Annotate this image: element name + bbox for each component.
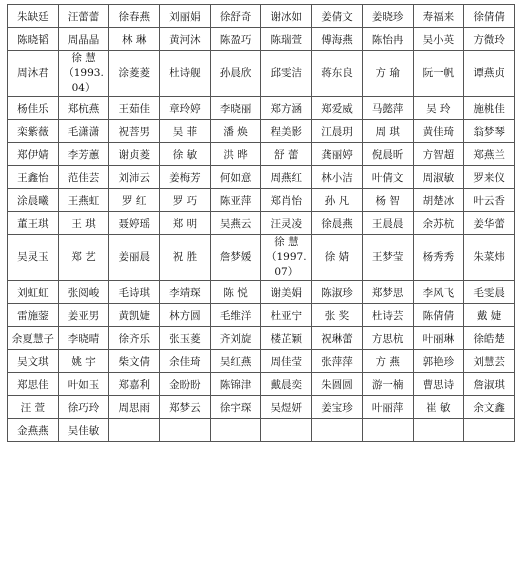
table-cell: 洪 晔 (210, 143, 261, 166)
table-cell: 叶倩文 (362, 166, 413, 189)
table-cell: 傅海燕 (312, 28, 363, 51)
table-cell: 郑嘉利 (109, 373, 160, 396)
table-cell: 金燕燕 (8, 419, 59, 442)
table-cell: 吴灵玉 (8, 235, 59, 281)
table-cell: 方智超 (413, 143, 464, 166)
table-cell: 谭燕贞 (464, 51, 515, 97)
table-cell: 徐皓楚 (464, 327, 515, 350)
table-cell: 徐 敏 (160, 143, 211, 166)
table-cell: 朱圆圆 (312, 373, 363, 396)
table-row (8, 396, 515, 419)
table-cell: 林方圆 (160, 304, 211, 327)
table-cell: 徐 婧 (312, 235, 363, 281)
table-cell: 吴 菲 (160, 120, 211, 143)
table-cell: 祝琳蕾 (312, 327, 363, 350)
table-cell: 江晨玥 (312, 120, 363, 143)
table-cell: 郑伊婧 (8, 143, 59, 166)
table-cell: 郑梦思 (362, 281, 413, 304)
table-cell: 郑杭燕 (58, 97, 109, 120)
table-cell: 谢美娟 (261, 281, 312, 304)
table-cell: 姜倩文 (312, 5, 363, 28)
table-cell: 方思杭 (362, 327, 413, 350)
table-cell: 汪 萱 (8, 396, 59, 419)
table-cell (109, 419, 160, 442)
table-cell: 杜亚宁 (261, 304, 312, 327)
table-cell: 徐宇琛 (210, 396, 261, 419)
table-cell: 吴红燕 (210, 350, 261, 373)
table-cell: 周 琪 (362, 120, 413, 143)
table-cell: 徐舒奇 (210, 5, 261, 28)
table-cell: 王晨晨 (362, 212, 413, 235)
table-row (8, 28, 515, 51)
table-cell: 楼芷颖 (261, 327, 312, 350)
table-row (8, 281, 515, 304)
table-row (8, 166, 515, 189)
table-cell: 陈盈巧 (210, 28, 261, 51)
table-cell: 陈晓韬 (8, 28, 59, 51)
table-cell: 郑肖怡 (261, 189, 312, 212)
table-cell: 王鑫怡 (8, 166, 59, 189)
table-cell: 叶如玉 (58, 373, 109, 396)
table-cell: 黄凯婕 (109, 304, 160, 327)
table-cell: 周燕红 (261, 166, 312, 189)
table-cell: 张玉菱 (160, 327, 211, 350)
names-table-body (8, 5, 515, 442)
table-cell: 陈亚萍 (210, 189, 261, 212)
table-cell: 孙晨欣 (210, 51, 261, 97)
table-cell: 邱雯洁 (261, 51, 312, 97)
table-cell: 刘慧芸 (464, 350, 515, 373)
table-cell: 王 琪 (58, 212, 109, 235)
table-cell: 郑思佳 (8, 373, 59, 396)
table-cell: 涂晨曦 (8, 189, 59, 212)
table-row (8, 5, 515, 28)
table-cell (464, 419, 515, 442)
table-cell: 涂菱菱 (109, 51, 160, 97)
table-cell: 金盼盼 (160, 373, 211, 396)
table-cell: 程美影 (261, 120, 312, 143)
table-cell: 汪灵凌 (261, 212, 312, 235)
table-cell: 张阅峻 (58, 281, 109, 304)
table-cell: 刘丽娟 (160, 5, 211, 28)
table-row (8, 304, 515, 327)
table-cell: 吴小英 (413, 28, 464, 51)
table-cell: 谢冰如 (261, 5, 312, 28)
table-cell: 杜诗芸 (362, 304, 413, 327)
table-cell: 李晓丽 (210, 97, 261, 120)
table-cell: 余文鑫 (464, 396, 515, 419)
table-cell: 吴 玲 (413, 97, 464, 120)
table-cell: 方微玲 (464, 28, 515, 51)
table-cell: 吴煜妍 (261, 396, 312, 419)
table-cell: 毛诗琪 (109, 281, 160, 304)
table-cell: 祝 胜 (160, 235, 211, 281)
table-cell: 陈淑珍 (312, 281, 363, 304)
table-cell: 舒 蕾 (261, 143, 312, 166)
table-cell: 张 奖 (312, 304, 363, 327)
table-row (8, 189, 515, 212)
table-cell: 林 琳 (109, 28, 160, 51)
table-cell: 徐春燕 (109, 5, 160, 28)
table-cell: 毛维洋 (210, 304, 261, 327)
table-cell: 毛潇潇 (58, 120, 109, 143)
table-cell: 姜丽晨 (109, 235, 160, 281)
table-cell (413, 419, 464, 442)
table-row (8, 235, 515, 281)
table-cell: 徐巧玲 (58, 396, 109, 419)
table-cell: 阮一帆 (413, 51, 464, 97)
table-cell: 郑燕兰 (464, 143, 515, 166)
table-cell: 翁梦琴 (464, 120, 515, 143)
table-row (8, 51, 515, 97)
table-cell (261, 419, 312, 442)
table-cell: 聂婷瑶 (109, 212, 160, 235)
table-cell: 范佳芸 (58, 166, 109, 189)
table-row (8, 212, 515, 235)
table-cell: 姜亚男 (58, 304, 109, 327)
table-cell: 李晓晴 (58, 327, 109, 350)
table-cell: 朱缺廷 (8, 5, 59, 28)
table-cell (362, 419, 413, 442)
table-cell: 胡楚冰 (413, 189, 464, 212)
table-cell: 刘虹虹 (8, 281, 59, 304)
table-cell: 祝菩男 (109, 120, 160, 143)
table-cell: 黄佳琦 (413, 120, 464, 143)
table-cell: 郑梦云 (160, 396, 211, 419)
table-cell (160, 419, 211, 442)
table-cell: 毛雯晨 (464, 281, 515, 304)
table-cell: 方 瑜 (362, 51, 413, 97)
table-cell: 王燕虹 (58, 189, 109, 212)
table-cell: 姜华蕾 (464, 212, 515, 235)
table-cell: 王茹佳 (109, 97, 160, 120)
table-cell: 章玲婷 (160, 97, 211, 120)
table-cell: 谢贞菱 (109, 143, 160, 166)
table-cell: 戴 婕 (464, 304, 515, 327)
table-cell: 陈怡冉 (362, 28, 413, 51)
table-cell: 孙 凡 (312, 189, 363, 212)
table-cell (312, 419, 363, 442)
table-cell: 徐晨燕 (312, 212, 363, 235)
table-cell: 林小洁 (312, 166, 363, 189)
table-cell: 徐倩倩 (464, 5, 515, 28)
table-row (8, 419, 515, 442)
table-cell: 姜晓珍 (362, 5, 413, 28)
table-cell: 陈 悦 (210, 281, 261, 304)
table-cell: 陈倩倩 (413, 304, 464, 327)
table-cell: 吴文琪 (8, 350, 59, 373)
names-table (7, 4, 515, 442)
table-cell: 郑 艺 (58, 235, 109, 281)
table-cell: 杨佳乐 (8, 97, 59, 120)
table-cell: 游一楠 (362, 373, 413, 396)
table-cell: 罗 红 (109, 189, 160, 212)
table-cell: 吴燕云 (210, 212, 261, 235)
table-cell: 罗 巧 (160, 189, 211, 212)
table-cell: 李靖琛 (160, 281, 211, 304)
table-cell: 马懿萍 (362, 97, 413, 120)
table-cell: 周晶晶 (58, 28, 109, 51)
table-cell: 蒋东良 (312, 51, 363, 97)
table-cell: 曹思诗 (413, 373, 464, 396)
table-cell: 余佳琦 (160, 350, 211, 373)
table-cell: 陈瑞萱 (261, 28, 312, 51)
table-cell: 叶云香 (464, 189, 515, 212)
table-cell: 张萍萍 (312, 350, 363, 373)
table-row (8, 327, 515, 350)
table-cell: 姜梅芳 (160, 166, 211, 189)
table-cell: 潘 焕 (210, 120, 261, 143)
table-cell: 杨 智 (362, 189, 413, 212)
table-cell: 汪蕾蕾 (58, 5, 109, 28)
table-cell: 雷施蓥 (8, 304, 59, 327)
table-cell: 崔 敏 (413, 396, 464, 419)
table-cell: 方 燕 (362, 350, 413, 373)
table-cell: 柴文倩 (109, 350, 160, 373)
table-cell: 倪晨昕 (362, 143, 413, 166)
table-cell: 徐齐乐 (109, 327, 160, 350)
table-cell: 吴佳敏 (58, 419, 109, 442)
table-cell: 陈锦津 (210, 373, 261, 396)
table-cell: 詹梦媛 (210, 235, 261, 281)
table-cell: 李风飞 (413, 281, 464, 304)
table-cell: 杨秀秀 (413, 235, 464, 281)
table-cell: 王梦莹 (362, 235, 413, 281)
table-cell: 李芳蕙 (58, 143, 109, 166)
table-row (8, 143, 515, 166)
table-row (8, 97, 515, 120)
table-cell: 余苏杭 (413, 212, 464, 235)
table-cell: 姚 宇 (58, 350, 109, 373)
table-cell: 詹淑琪 (464, 373, 515, 396)
table-cell: 郭艳珍 (413, 350, 464, 373)
table-cell: 周思雨 (109, 396, 160, 419)
table-cell: 何如意 (210, 166, 261, 189)
table-cell: 周沐君 (8, 51, 59, 97)
table-cell: 董王琪 (8, 212, 59, 235)
table-cell: 周佳莹 (261, 350, 312, 373)
table-cell: 寿福来 (413, 5, 464, 28)
table-cell: 齐刘旋 (210, 327, 261, 350)
table-cell: 姜宝珍 (312, 396, 363, 419)
table-cell: 徐 慧 （1997. 07） (261, 235, 312, 281)
table-cell: 刘沛云 (109, 166, 160, 189)
table-cell: 周淑敏 (413, 166, 464, 189)
table-cell: 杜诗舰 (160, 51, 211, 97)
table-cell: 叶丽萍 (362, 396, 413, 419)
table-cell: 朱菜炜 (464, 235, 515, 281)
table-cell: 郑 明 (160, 212, 211, 235)
table-cell: 龚丽婷 (312, 143, 363, 166)
table-cell: 施桃佳 (464, 97, 515, 120)
table-cell: 黄河沐 (160, 28, 211, 51)
table-cell: 罗来仪 (464, 166, 515, 189)
table-cell: 余夏慧子 (8, 327, 59, 350)
table-cell: 戴晨奕 (261, 373, 312, 396)
table-row (8, 373, 515, 396)
table-row (8, 120, 515, 143)
table-cell: 郑爱威 (312, 97, 363, 120)
table-cell (210, 419, 261, 442)
table-cell: 栾紫薇 (8, 120, 59, 143)
table-cell: 徐 慧 （1993. 04） (58, 51, 109, 97)
table-cell: 郑方涵 (261, 97, 312, 120)
table-cell: 叶丽琳 (413, 327, 464, 350)
table-row (8, 350, 515, 373)
